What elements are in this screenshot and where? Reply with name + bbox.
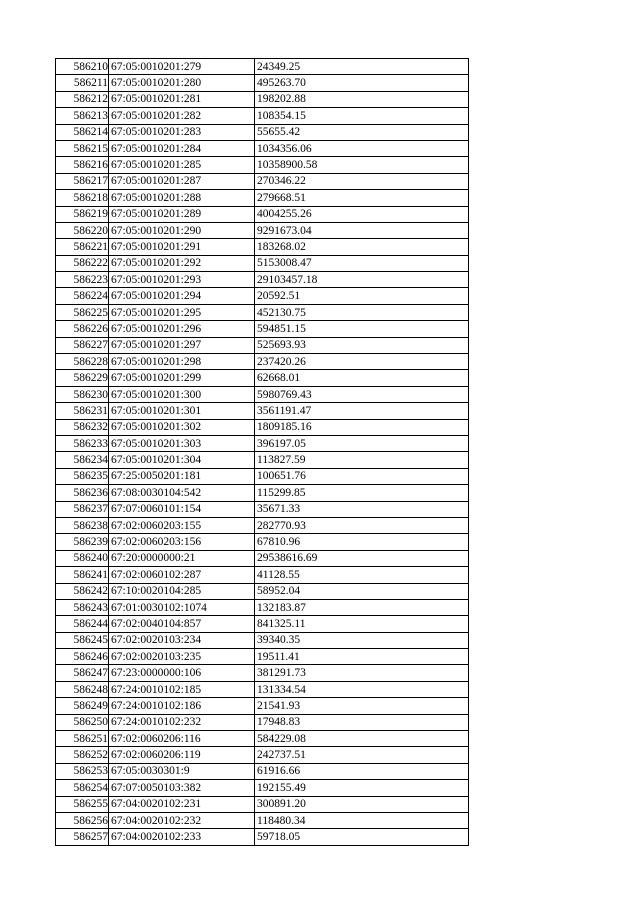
record-number-cell: 586252 bbox=[56, 747, 109, 763]
cadastral-value-cell: 62668.01 bbox=[255, 370, 469, 386]
cadastral-value-cell: 1809185.16 bbox=[255, 419, 469, 435]
record-number-cell: 586224 bbox=[56, 288, 109, 304]
cadastral-value-cell: 396197.05 bbox=[255, 435, 469, 451]
cadastral-value-cell: 24349.25 bbox=[255, 59, 469, 75]
cadastral-value-cell: 131334.54 bbox=[255, 681, 469, 697]
record-number-cell: 586237 bbox=[56, 501, 109, 517]
table-row bbox=[56, 731, 469, 747]
cadastral-number-cell: 67:05:0010201:300 bbox=[109, 386, 255, 402]
record-number-cell: 586215 bbox=[56, 140, 109, 156]
table-row bbox=[56, 288, 469, 304]
table-row bbox=[56, 354, 469, 370]
table-row bbox=[56, 157, 469, 173]
table-row bbox=[56, 501, 469, 517]
table-row bbox=[56, 190, 469, 206]
cadastral-value-cell: 17948.83 bbox=[255, 714, 469, 730]
record-number-cell: 586227 bbox=[56, 337, 109, 353]
cadastral-value-cell: 192155.49 bbox=[255, 780, 469, 796]
cadastral-value-cell: 67810.96 bbox=[255, 534, 469, 550]
cadastral-number-cell: 67:05:0010201:299 bbox=[109, 370, 255, 386]
cadastral-number-cell: 67:05:0010201:296 bbox=[109, 321, 255, 337]
record-number-cell: 586236 bbox=[56, 485, 109, 501]
cadastral-number-cell: 67:10:0020104:285 bbox=[109, 583, 255, 599]
cadastral-number-cell: 67:05:0010201:285 bbox=[109, 157, 255, 173]
cadastral-value-cell: 108354.15 bbox=[255, 108, 469, 124]
cadastral-number-cell: 67:05:0010201:293 bbox=[109, 272, 255, 288]
table-row bbox=[56, 386, 469, 402]
table-row bbox=[56, 337, 469, 353]
cadastral-value-cell: 584229.08 bbox=[255, 731, 469, 747]
cadastral-number-cell: 67:05:0010201:298 bbox=[109, 354, 255, 370]
cadastral-number-cell: 67:07:0050103:382 bbox=[109, 780, 255, 796]
table-row bbox=[56, 419, 469, 435]
record-number-cell: 586217 bbox=[56, 173, 109, 189]
table-row bbox=[56, 206, 469, 222]
cadastral-number-cell: 67:02:0020103:234 bbox=[109, 632, 255, 648]
record-number-cell: 586231 bbox=[56, 403, 109, 419]
cadastral-number-cell: 67:05:0010201:283 bbox=[109, 124, 255, 140]
record-number-cell: 586247 bbox=[56, 665, 109, 681]
table-row bbox=[56, 632, 469, 648]
cadastral-value-cell: 118480.34 bbox=[255, 812, 469, 828]
table-row bbox=[56, 698, 469, 714]
cadastral-number-cell: 67:04:0020102:233 bbox=[109, 829, 255, 845]
cadastral-value-cell: 237420.26 bbox=[255, 354, 469, 370]
table-row bbox=[56, 485, 469, 501]
cadastral-value-cell: 58952.04 bbox=[255, 583, 469, 599]
record-number-cell: 586246 bbox=[56, 649, 109, 665]
record-number-cell: 586230 bbox=[56, 386, 109, 402]
record-number-cell: 586254 bbox=[56, 780, 109, 796]
cadastral-value-cell: 525693.93 bbox=[255, 337, 469, 353]
cadastral-number-cell: 67:05:0010201:301 bbox=[109, 403, 255, 419]
table-row bbox=[56, 796, 469, 812]
cadastral-value-cell: 495263.70 bbox=[255, 75, 469, 91]
record-number-cell: 586228 bbox=[56, 354, 109, 370]
cadastral-value-cell: 19511.41 bbox=[255, 649, 469, 665]
cadastral-value-cell: 279668.51 bbox=[255, 190, 469, 206]
cadastral-number-cell: 67:05:0010201:281 bbox=[109, 91, 255, 107]
cadastral-number-cell: 67:05:0010201:304 bbox=[109, 452, 255, 468]
table-row bbox=[56, 567, 469, 583]
table-row bbox=[56, 550, 469, 566]
record-number-cell: 586221 bbox=[56, 239, 109, 255]
cadastral-value-cell: 198202.88 bbox=[255, 91, 469, 107]
cadastral-value-cell: 9291673.04 bbox=[255, 222, 469, 238]
record-number-cell: 586229 bbox=[56, 370, 109, 386]
cadastral-value-cell: 452130.75 bbox=[255, 304, 469, 320]
table-row bbox=[56, 108, 469, 124]
cadastral-number-cell: 67:02:0040104:857 bbox=[109, 616, 255, 632]
record-number-cell: 586225 bbox=[56, 304, 109, 320]
cadastral-value-cell: 1034356.06 bbox=[255, 140, 469, 156]
table-row bbox=[56, 304, 469, 320]
table-row bbox=[56, 517, 469, 533]
cadastral-value-cell: 39340.35 bbox=[255, 632, 469, 648]
record-number-cell: 586234 bbox=[56, 452, 109, 468]
record-number-cell: 586213 bbox=[56, 108, 109, 124]
table-row bbox=[56, 321, 469, 337]
cadastral-number-cell: 67:04:0020102:231 bbox=[109, 796, 255, 812]
cadastral-number-cell: 67:02:0060206:116 bbox=[109, 731, 255, 747]
cadastral-value-cell: 41128.55 bbox=[255, 567, 469, 583]
record-number-cell: 586222 bbox=[56, 255, 109, 271]
table-row bbox=[56, 403, 469, 419]
table-row bbox=[56, 370, 469, 386]
cadastral-value-cell: 594851.15 bbox=[255, 321, 469, 337]
cadastral-value-cell: 5153008.47 bbox=[255, 255, 469, 271]
table-row bbox=[56, 468, 469, 484]
table-row bbox=[56, 91, 469, 107]
cadastral-number-cell: 67:02:0020103:235 bbox=[109, 649, 255, 665]
cadastral-value-cell: 55655.42 bbox=[255, 124, 469, 140]
table-row bbox=[56, 616, 469, 632]
cadastral-number-cell: 67:01:0030102:1074 bbox=[109, 599, 255, 615]
record-number-cell: 586218 bbox=[56, 190, 109, 206]
cadastral-number-cell: 67:05:0010201:288 bbox=[109, 190, 255, 206]
table-body bbox=[56, 59, 469, 846]
table-row bbox=[56, 829, 469, 845]
cadastral-number-cell: 67:05:0010201:294 bbox=[109, 288, 255, 304]
cadastral-number-cell: 67:05:0010201:295 bbox=[109, 304, 255, 320]
table-row bbox=[56, 665, 469, 681]
cadastral-number-cell: 67:24:0010102:232 bbox=[109, 714, 255, 730]
record-number-cell: 586255 bbox=[56, 796, 109, 812]
record-number-cell: 586210 bbox=[56, 59, 109, 75]
cadastral-number-cell: 67:07:0060101:154 bbox=[109, 501, 255, 517]
table-row bbox=[56, 714, 469, 730]
table-row bbox=[56, 649, 469, 665]
record-number-cell: 586220 bbox=[56, 222, 109, 238]
table-row bbox=[56, 124, 469, 140]
record-number-cell: 586232 bbox=[56, 419, 109, 435]
cadastral-number-cell: 67:02:0060203:155 bbox=[109, 517, 255, 533]
cadastral-number-cell: 67:05:0010201:282 bbox=[109, 108, 255, 124]
table-row bbox=[56, 681, 469, 697]
table-row bbox=[56, 435, 469, 451]
table-row bbox=[56, 599, 469, 615]
record-number-cell: 586253 bbox=[56, 763, 109, 779]
record-number-cell: 586239 bbox=[56, 534, 109, 550]
cadastral-value-cell: 20592.51 bbox=[255, 288, 469, 304]
cadastral-value-cell: 59718.05 bbox=[255, 829, 469, 845]
cadastral-value-cell: 132183.87 bbox=[255, 599, 469, 615]
cadastral-value-cell: 3561191.47 bbox=[255, 403, 469, 419]
record-number-cell: 586223 bbox=[56, 272, 109, 288]
record-number-cell: 586249 bbox=[56, 698, 109, 714]
cadastral-value-cell: 5980769.43 bbox=[255, 386, 469, 402]
cadastral-number-cell: 67:23:0000000:106 bbox=[109, 665, 255, 681]
cadastral-value-cell: 242737.51 bbox=[255, 747, 469, 763]
record-number-cell: 586235 bbox=[56, 468, 109, 484]
table-row bbox=[56, 780, 469, 796]
cadastral-value-cell: 35671.33 bbox=[255, 501, 469, 517]
table-row bbox=[56, 140, 469, 156]
cadastral-value-cell: 115299.85 bbox=[255, 485, 469, 501]
cadastral-number-cell: 67:05:0010201:292 bbox=[109, 255, 255, 271]
record-number-cell: 586245 bbox=[56, 632, 109, 648]
table-row bbox=[56, 272, 469, 288]
record-number-cell: 586212 bbox=[56, 91, 109, 107]
record-number-cell: 586241 bbox=[56, 567, 109, 583]
cadastral-number-cell: 67:08:0030104:542 bbox=[109, 485, 255, 501]
cadastral-number-cell: 67:20:0000000:21 bbox=[109, 550, 255, 566]
table-row bbox=[56, 583, 469, 599]
cadastral-number-cell: 67:05:0030301:9 bbox=[109, 763, 255, 779]
record-number-cell: 586238 bbox=[56, 517, 109, 533]
cadastral-number-cell: 67:04:0020102:232 bbox=[109, 812, 255, 828]
cadastral-number-cell: 67:02:0060206:119 bbox=[109, 747, 255, 763]
cadastral-value-cell: 29538616.69 bbox=[255, 550, 469, 566]
cadastral-number-cell: 67:02:0060203:156 bbox=[109, 534, 255, 550]
cadastral-value-cell: 61916.66 bbox=[255, 763, 469, 779]
table-row bbox=[56, 452, 469, 468]
record-number-cell: 586256 bbox=[56, 812, 109, 828]
record-number-cell: 586240 bbox=[56, 550, 109, 566]
cadastral-value-cell: 113827.59 bbox=[255, 452, 469, 468]
cadastral-value-table bbox=[55, 58, 469, 846]
record-number-cell: 586214 bbox=[56, 124, 109, 140]
table-row bbox=[56, 255, 469, 271]
record-number-cell: 586250 bbox=[56, 714, 109, 730]
cadastral-number-cell: 67:05:0010201:280 bbox=[109, 75, 255, 91]
record-number-cell: 586244 bbox=[56, 616, 109, 632]
cadastral-number-cell: 67:05:0010201:290 bbox=[109, 222, 255, 238]
record-number-cell: 586248 bbox=[56, 681, 109, 697]
cadastral-value-cell: 21541.93 bbox=[255, 698, 469, 714]
cadastral-number-cell: 67:05:0010201:279 bbox=[109, 59, 255, 75]
cadastral-number-cell: 67:05:0010201:287 bbox=[109, 173, 255, 189]
table-row bbox=[56, 812, 469, 828]
cadastral-value-cell: 381291.73 bbox=[255, 665, 469, 681]
table-row bbox=[56, 239, 469, 255]
cadastral-number-cell: 67:05:0010201:297 bbox=[109, 337, 255, 353]
cadastral-number-cell: 67:24:0010102:185 bbox=[109, 681, 255, 697]
cadastral-value-cell: 841325.11 bbox=[255, 616, 469, 632]
cadastral-value-cell: 10358900.58 bbox=[255, 157, 469, 173]
record-number-cell: 586211 bbox=[56, 75, 109, 91]
table-row bbox=[56, 747, 469, 763]
record-number-cell: 586219 bbox=[56, 206, 109, 222]
table-row bbox=[56, 534, 469, 550]
cadastral-value-cell: 300891.20 bbox=[255, 796, 469, 812]
record-number-cell: 586257 bbox=[56, 829, 109, 845]
cadastral-number-cell: 67:24:0010102:186 bbox=[109, 698, 255, 714]
cadastral-number-cell: 67:02:0060102:287 bbox=[109, 567, 255, 583]
record-number-cell: 586242 bbox=[56, 583, 109, 599]
cadastral-number-cell: 67:05:0010201:303 bbox=[109, 435, 255, 451]
cadastral-number-cell: 67:05:0010201:289 bbox=[109, 206, 255, 222]
table-row bbox=[56, 763, 469, 779]
cadastral-number-cell: 67:05:0010201:284 bbox=[109, 140, 255, 156]
cadastral-value-cell: 183268.02 bbox=[255, 239, 469, 255]
record-number-cell: 586233 bbox=[56, 435, 109, 451]
record-number-cell: 586251 bbox=[56, 731, 109, 747]
table-row bbox=[56, 222, 469, 238]
record-number-cell: 586243 bbox=[56, 599, 109, 615]
table-row bbox=[56, 59, 469, 75]
table-row bbox=[56, 173, 469, 189]
cadastral-value-cell: 282770.93 bbox=[255, 517, 469, 533]
cadastral-number-cell: 67:25:0050201:181 bbox=[109, 468, 255, 484]
cadastral-number-cell: 67:05:0010201:291 bbox=[109, 239, 255, 255]
table-row bbox=[56, 75, 469, 91]
cadastral-number-cell: 67:05:0010201:302 bbox=[109, 419, 255, 435]
record-number-cell: 586216 bbox=[56, 157, 109, 173]
cadastral-value-cell: 29103457.18 bbox=[255, 272, 469, 288]
record-number-cell: 586226 bbox=[56, 321, 109, 337]
cadastral-value-cell: 100651.76 bbox=[255, 468, 469, 484]
cadastral-value-cell: 270346.22 bbox=[255, 173, 469, 189]
cadastral-value-cell: 4004255.26 bbox=[255, 206, 469, 222]
